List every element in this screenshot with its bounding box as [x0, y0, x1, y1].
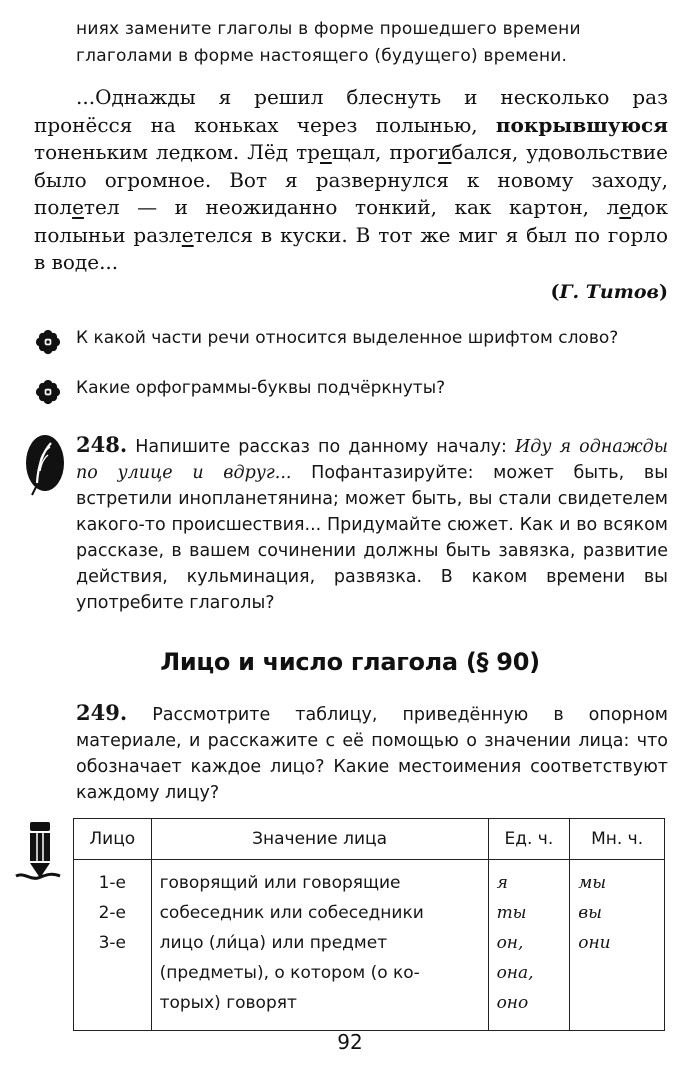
pronoun-value: вы [578, 903, 602, 923]
table-row [74, 860, 665, 1031]
intro-text [76, 16, 666, 70]
underlined-letter: е [72, 195, 84, 219]
pronoun-value: она, [496, 963, 534, 983]
feather-icon [24, 433, 66, 497]
excerpt-text: тел — и неожиданно тонкий, как картон, л [83, 195, 620, 219]
meaning-value: говорящий или говорящие [159, 873, 401, 893]
literary-excerpt [34, 84, 668, 277]
exercise-248 [76, 432, 668, 616]
flower-icon [34, 328, 62, 356]
header-plural: Мн. ч. [570, 819, 665, 860]
meaning-value: лицо (ли́ца) или предмет [159, 933, 388, 953]
person-value: 3-е [98, 933, 126, 953]
meaning-value: (предметы), о котором (о ко- [159, 963, 420, 983]
highlighted-word: покрывшуюся [495, 112, 668, 137]
exercise-text: Пофантазируйте: может быть, вы встретили инопланетянина; может быть, вы стали свидетелем какого-то происшествия... Придумайте сюжет. Как и во всяком рассказе, в вашем сочинении должны быть завязка, развитие действия, кульминация, развязка. В каком времени вы употребите глаголы? [76, 463, 669, 613]
story-beginning: Иду я однажды по улице и вдруг... [76, 437, 669, 483]
header-singular: Ед. ч. [488, 819, 570, 860]
pronoun-value: они [578, 933, 611, 953]
pronoun-value: я [496, 873, 508, 893]
page-number: 92 [337, 1030, 363, 1054]
meaning-value: собеседник или собеседники [159, 903, 424, 923]
excerpt-author [550, 281, 668, 303]
section-title: Лицо и число глагола (§ 90) [160, 648, 540, 676]
author-paren: ) [659, 281, 668, 303]
excerpt-text: телся в куски. В тот же миг я был по горло в воде... [34, 222, 668, 274]
question-text: К какой части речи относится выделенное шрифтом слово? [76, 328, 619, 348]
person-value: 1-е [98, 873, 126, 893]
intro-line: глаголами в форме настоящего (будущего) времени. [76, 46, 568, 66]
meaning-cell [151, 860, 488, 1031]
underlined-letter: е [619, 195, 632, 219]
header-person: Лицо [74, 819, 152, 860]
underlined-letter: и [438, 140, 452, 164]
exercise-text: Напишите рассказ по данному началу: [127, 437, 515, 457]
intro-line: ниях замените глаголы в форме прошедшего времени [76, 19, 581, 39]
excerpt-text: ...Однажды я решил блеснуть и несколько раз пронёсся на коньках через полынью, [34, 85, 668, 137]
excerpt-text: щал, прог [331, 140, 439, 164]
singular-cell [488, 860, 570, 1031]
excerpt-text: док полыньи разл [34, 195, 668, 247]
person-cell [74, 860, 152, 1031]
exercise-text: Рассмотрите таблицу, приведённую в опорном материале, и расскажите с её помощью о значении лица: что обозначает каждое лицо? Какие местоимения соответствуют каждому лицу? [76, 705, 668, 803]
excerpt-text: бался, удовольствие было огромное. Вот я развернулся к новому заходу, пол [34, 140, 668, 219]
excerpt-paragraph [34, 84, 668, 277]
pronoun-value: оно [496, 993, 529, 1013]
excerpt-text: тоненьким ледком. Лёд тр [34, 140, 320, 164]
header-meaning: Значение лица [151, 819, 488, 860]
table-header-row [74, 819, 665, 860]
meaning-value: торых) говорят [159, 993, 297, 1013]
pronoun-value: мы [578, 873, 607, 893]
person-table [73, 818, 665, 1031]
exercise-249 [76, 700, 668, 806]
pencil-icon [14, 820, 64, 882]
pronoun-value: он, [496, 933, 524, 953]
exercise-number: 248. [76, 432, 128, 457]
question-text: Какие орфограммы-буквы подчёркнуты? [76, 378, 446, 398]
underlined-letter: е [319, 140, 332, 164]
question-item [34, 326, 668, 351]
pronoun-value: ты [496, 903, 527, 923]
flower-icon [34, 378, 62, 406]
plural-cell [570, 860, 665, 1031]
underlined-letter: е [181, 222, 194, 247]
person-value: 2-е [98, 903, 126, 923]
author-paren: ( [550, 281, 560, 303]
exercise-number: 249. [76, 700, 128, 725]
author-name: Г. Титов [559, 281, 659, 303]
question-item [34, 376, 668, 401]
